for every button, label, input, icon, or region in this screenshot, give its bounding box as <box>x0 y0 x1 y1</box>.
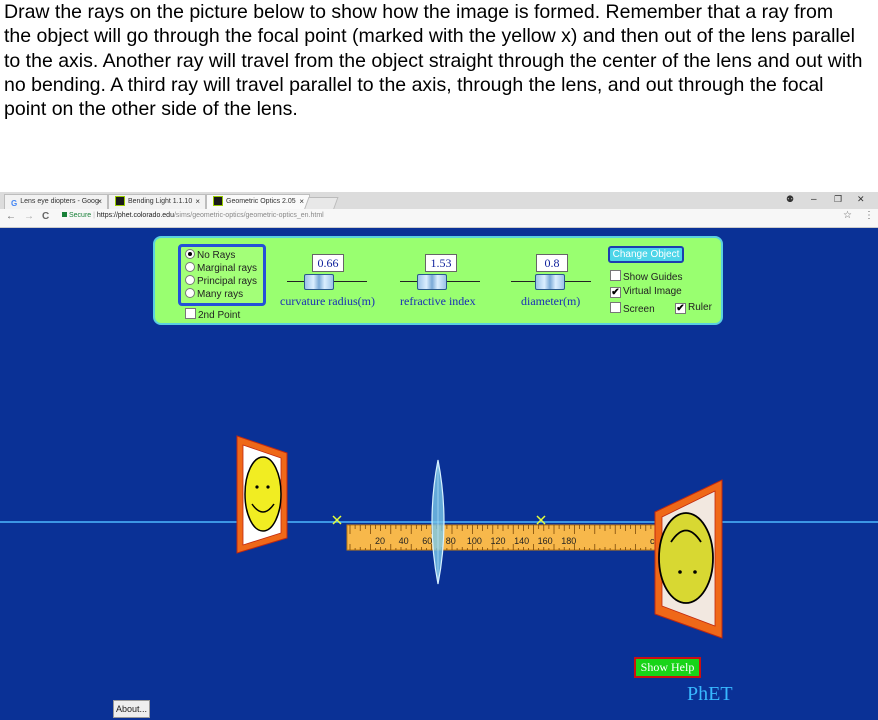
simulation-area <box>0 228 878 720</box>
close-tab-icon[interactable]: × <box>299 197 304 206</box>
instruction-text: Draw the rays on the picture below to show how the image is formed. Remember that a ray from the object will go through the focal point (marked with the yellow x) and then out of the lens parallel to the axis. Another ray will travel from the object straight through the center of the lens and out with no bending. A third ray will travel parallel to the axis, through the lens, and out through the focal point on the other side of the lens. <box>4 1 863 121</box>
radio-principal-rays[interactable] <box>185 275 257 287</box>
checkbox-label: Ruler <box>688 302 712 313</box>
close-tab-icon[interactable]: × <box>97 197 102 206</box>
minimize-button[interactable]: – <box>811 194 817 205</box>
account-icon[interactable]: ⚉ <box>786 194 795 204</box>
focal-point-left <box>333 516 341 524</box>
url-host: https://phet.colorado.edu <box>96 212 174 219</box>
bookmark-star-icon[interactable]: ☆ <box>843 210 852 221</box>
object-smiley[interactable] <box>237 436 287 553</box>
back-button[interactable]: ← <box>6 211 16 222</box>
checkbox[interactable] <box>185 308 196 319</box>
checkbox-label: Screen <box>623 304 655 315</box>
checkbox-ruler[interactable] <box>675 302 712 314</box>
rays-radio-group <box>178 244 266 306</box>
forward-button[interactable]: → <box>24 211 34 222</box>
tab-label: Lens eye diopters - Goog <box>20 198 99 205</box>
radio-label: No Rays <box>197 250 236 261</box>
smiley-face-icon <box>245 457 281 531</box>
close-tab-icon[interactable]: × <box>195 197 200 206</box>
radio-button[interactable] <box>185 275 195 285</box>
checkbox-screen[interactable] <box>610 302 655 315</box>
checkbox-label: 2nd Point <box>198 310 241 321</box>
url-path: /sims/geometric-optics/geometric-optics_en.html <box>173 212 324 219</box>
about-button[interactable]: About... <box>113 700 150 718</box>
ruler[interactable] <box>347 525 660 550</box>
radio-no-rays[interactable] <box>185 249 235 261</box>
diameter-value[interactable]: 0.8 <box>536 254 568 272</box>
tab-label: Bending Light 1.1.10 <box>128 198 193 205</box>
control-panel <box>153 236 723 325</box>
change-object-button[interactable]: Change Object <box>608 246 684 263</box>
address-bar <box>0 209 878 228</box>
diameter-slider[interactable] <box>535 274 565 290</box>
tab-geometric-optics[interactable] <box>206 194 310 209</box>
ruler-tick-label: 40 <box>398 536 409 546</box>
checkbox-virtual-image[interactable] <box>610 286 682 298</box>
focal-point-right <box>537 516 545 524</box>
checkmark-icon[interactable]: ✔ <box>611 287 620 298</box>
radio-many-rays[interactable] <box>185 288 243 300</box>
ruler-tick-label: 20 <box>374 536 386 546</box>
close-window-button[interactable]: ✕ <box>857 194 865 204</box>
phet-logo[interactable]: PhET <box>687 683 733 705</box>
tab-bar <box>0 192 878 209</box>
ruler-tick-label: 140 <box>514 536 530 546</box>
inverted-smiley-icon <box>659 513 713 603</box>
refractive-index-slider[interactable] <box>417 274 447 290</box>
radio-label: Marginal rays <box>197 263 258 274</box>
checkbox[interactable] <box>610 302 621 313</box>
radio-label: Principal rays <box>197 276 258 287</box>
checkbox-2nd-point[interactable] <box>185 308 240 321</box>
convex-lens[interactable] <box>432 460 444 584</box>
restore-button[interactable]: ❐ <box>834 194 843 204</box>
menu-icon[interactable]: ⋮ <box>864 210 874 221</box>
checkbox-show-guides[interactable] <box>610 270 682 283</box>
ruler-tick-label: 180 <box>561 536 577 546</box>
ruler-tick-label: 120 <box>490 536 506 546</box>
refractive-index-label: refractive index <box>400 294 476 308</box>
radio-button[interactable] <box>185 288 195 298</box>
curvature-radius-slider[interactable] <box>304 274 334 290</box>
ruler-unit-label: c <box>650 536 655 546</box>
reload-button[interactable]: C <box>42 211 50 222</box>
google-icon: G <box>11 199 18 209</box>
secure-label: Secure <box>69 212 92 219</box>
radio-label: Many rays <box>197 289 244 300</box>
curvature-radius-value[interactable]: 0.66 <box>312 254 344 272</box>
tab-lens-eye-diopters[interactable] <box>4 194 108 209</box>
checkbox-label: Virtual Image <box>623 286 682 297</box>
curvature-radius-label: curvature radius(m) <box>280 294 375 308</box>
url-field[interactable]: Secure | https://phet.colorado.edu/sims/geometric-optics/geometric-optics_en.html <box>62 212 324 219</box>
ruler-tick-label: 160 <box>537 536 553 546</box>
refractive-index-value[interactable]: 1.53 <box>425 254 457 272</box>
checkbox[interactable] <box>610 270 621 281</box>
checkbox-label: Show Guides <box>623 272 683 283</box>
real-image <box>655 480 722 638</box>
radio-button[interactable] <box>185 262 195 272</box>
checkmark-icon[interactable]: ✔ <box>676 303 685 314</box>
tab-label: Geometric Optics 2.05 <box>226 198 296 205</box>
phet-favicon-icon <box>213 196 223 206</box>
tab-bending-light[interactable] <box>108 194 206 209</box>
lock-icon <box>62 212 67 217</box>
phet-favicon-icon <box>115 196 125 206</box>
ruler-tick-label: 100 <box>466 536 482 546</box>
ruler-tick-label: 60 <box>422 536 433 546</box>
diameter-label: diameter(m) <box>521 294 581 308</box>
show-help-button[interactable]: Show Help <box>634 657 701 678</box>
radio-button[interactable] <box>185 249 195 259</box>
ruler-tick-label: 80 <box>445 536 456 546</box>
radio-marginal-rays[interactable] <box>185 262 257 274</box>
